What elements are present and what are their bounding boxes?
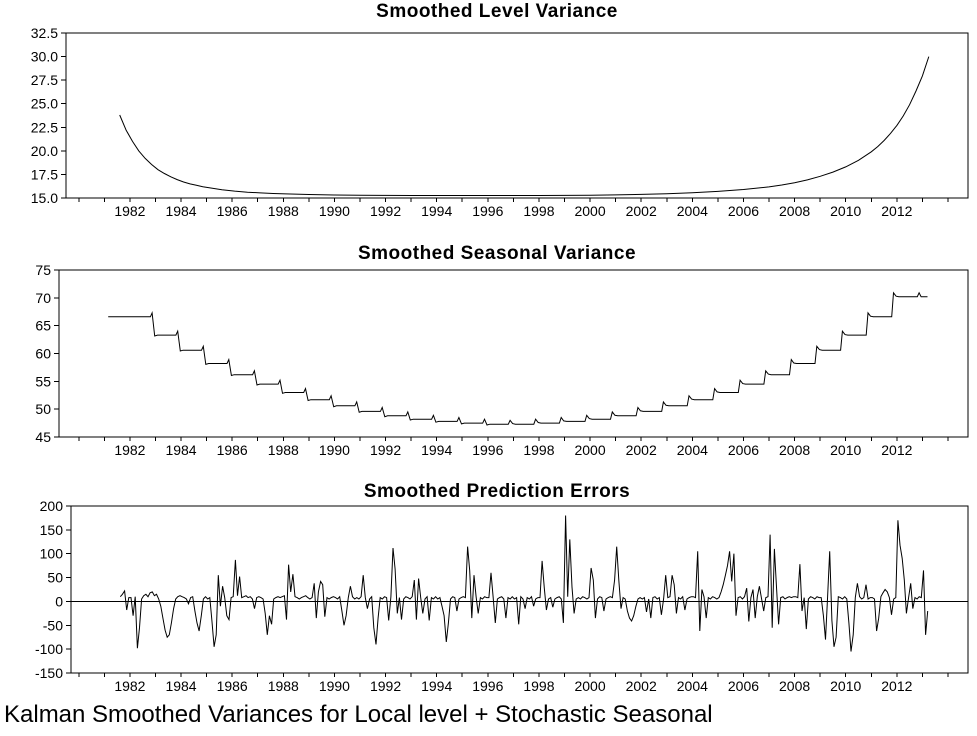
x-axis-tick-label: 1984 (165, 442, 197, 458)
x-axis-tick-label: 1998 (523, 442, 555, 458)
x-axis-tick-label: 1992 (369, 203, 402, 219)
figure-caption: Kalman Smoothed Variances for Local level + Stochastic Seasonal (4, 701, 713, 728)
x-axis-tick-label: 1996 (472, 442, 504, 458)
x-axis-tick-label: 1994 (421, 203, 453, 219)
x-axis-tick-label: 2006 (727, 678, 760, 694)
x-axis-tick-label: 2008 (779, 678, 811, 694)
smoothed-level-variance-line (120, 57, 929, 196)
y-axis-tick-label: -100 (34, 641, 63, 658)
smoothed-seasonal-variance-panel (35, 262, 968, 458)
x-axis-tick-label: 1988 (267, 442, 299, 458)
y-axis-tick-label: 15.0 (30, 190, 58, 206)
x-axis-tick-label: 2008 (779, 203, 811, 219)
plot-border (71, 506, 968, 673)
x-axis-tick-label: 2004 (676, 678, 708, 694)
x-axis-tick-label: 1986 (216, 678, 248, 694)
x-axis-tick-label: 1988 (267, 203, 299, 219)
x-axis-tick-label: 1982 (114, 442, 146, 458)
x-axis-tick-label: 1990 (318, 678, 350, 694)
x-axis-tick-label: 1996 (472, 678, 504, 694)
x-axis-tick-label: 2000 (574, 203, 606, 219)
x-axis-tick-label: 1982 (114, 203, 146, 219)
y-axis-tick-label: 25.0 (30, 95, 58, 112)
x-axis-tick-label: 1992 (369, 442, 402, 458)
x-axis-tick-label: 1986 (216, 203, 248, 219)
x-axis-tick-label: 1998 (523, 678, 555, 694)
plot-border (59, 270, 968, 437)
y-axis-tick-label: 32.5 (30, 25, 58, 41)
x-axis-tick-label: 1988 (267, 678, 299, 694)
x-axis-tick-label: 2012 (881, 678, 913, 694)
x-axis-tick-label: 2006 (727, 442, 760, 458)
y-axis-tick-label: -50 (42, 617, 63, 634)
y-axis-tick-label: 50 (47, 569, 63, 586)
x-axis-tick-label: 2010 (830, 442, 862, 458)
x-axis-tick-label: 1998 (523, 203, 555, 219)
x-axis-tick-label: 2006 (727, 203, 760, 219)
smoothed-prediction-errors-line (120, 516, 927, 652)
plot-border (66, 33, 968, 198)
x-axis-tick-label: 1992 (369, 678, 402, 694)
y-axis-tick-label: 30.0 (30, 48, 58, 65)
y-axis-tick-label: 17.5 (30, 166, 58, 183)
x-axis-tick-label: 1984 (165, 678, 197, 694)
x-axis-tick-label: 1994 (421, 442, 453, 458)
y-axis-tick-label: 150 (39, 521, 63, 538)
y-axis-tick-label: 60 (35, 345, 51, 362)
x-axis-tick-label: 1990 (318, 203, 350, 219)
y-axis-tick-label: 70 (35, 289, 51, 306)
y-axis-tick-label: 45 (35, 429, 51, 445)
x-axis-tick-label: 2012 (881, 203, 913, 219)
y-axis-tick-label: 50 (35, 401, 51, 418)
y-axis-tick-label: 100 (39, 545, 63, 562)
y-axis-tick-label: 200 (39, 498, 63, 514)
x-axis-tick-label: 2010 (830, 203, 862, 219)
x-axis-tick-label: 1986 (216, 442, 248, 458)
x-axis-tick-label: 2012 (881, 442, 913, 458)
x-axis-tick-label: 2008 (779, 442, 811, 458)
x-axis-tick-label: 2004 (676, 442, 708, 458)
x-axis-tick-label: 1984 (165, 203, 197, 219)
x-axis-tick-label: 2004 (676, 203, 708, 219)
smoothed-level-variance-panel (31, 25, 968, 219)
x-axis-tick-label: 1982 (114, 678, 146, 694)
x-axis-tick-label: 2002 (625, 678, 657, 694)
y-axis-tick-label: 75 (35, 262, 51, 278)
y-axis-tick-label: 55 (35, 373, 51, 390)
y-axis-tick-label: 0 (55, 593, 63, 610)
x-axis-tick-label: 2002 (625, 442, 657, 458)
smoothed-seasonal-variance-line (108, 293, 927, 425)
smoothed-prediction-errors-panel (35, 498, 968, 694)
panel-title-level-variance: Smoothed Level Variance (376, 1, 618, 22)
x-axis-tick-label: 2010 (830, 678, 862, 694)
panel-title-seasonal-variance: Smoothed Seasonal Variance (357, 243, 637, 264)
x-axis-tick-label: 1990 (318, 442, 350, 458)
y-axis-tick-label: -150 (34, 665, 63, 681)
x-axis-tick-label: 1996 (472, 203, 504, 219)
y-axis-tick-label: 27.5 (30, 72, 58, 89)
y-axis-tick-label: 20.0 (30, 142, 58, 159)
x-axis-tick-label: 2002 (625, 203, 657, 219)
x-axis-tick-label: 2000 (574, 442, 606, 458)
panel-title-prediction-errors: Smoothed Prediction Errors (363, 481, 631, 502)
y-axis-tick-label: 65 (35, 317, 51, 334)
x-axis-tick-label: 1994 (421, 678, 453, 694)
y-axis-tick-label: 22.5 (30, 119, 58, 136)
x-axis-tick-label: 2000 (574, 678, 606, 694)
